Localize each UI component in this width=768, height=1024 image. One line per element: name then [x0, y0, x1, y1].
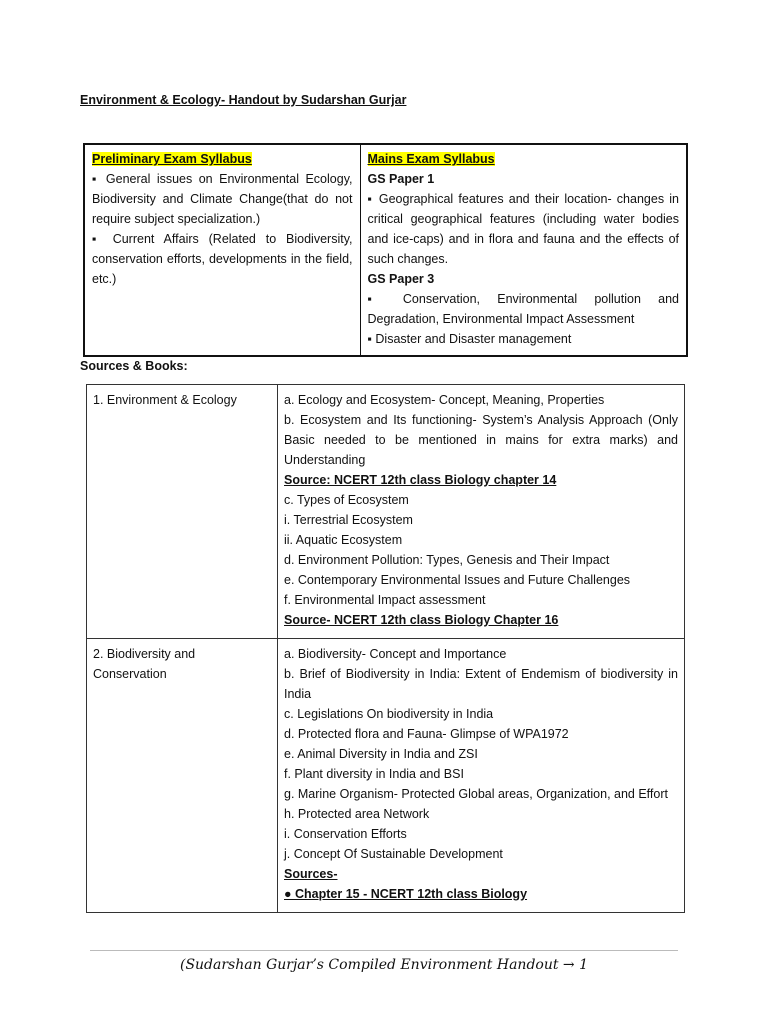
detail-line: b. Ecosystem and Its functioning- System’s Analysis Approach (Only Basic needed to be mentioned in mains for extra marks) and Understanding: [284, 413, 678, 467]
footer-divider: [90, 950, 678, 951]
gs-paper-1-label: GS Paper 1: [367, 172, 435, 186]
gs-paper-3-label: GS Paper 3: [367, 272, 435, 286]
detail-line: h. Protected area Network: [284, 807, 430, 821]
detail-line: c. Types of Ecosystem: [284, 493, 409, 507]
detail-line: ii. Aquatic Ecosystem: [284, 533, 403, 547]
sources-table: [86, 384, 685, 913]
mains-item: ▪ Conservation, Environmental pollution and Degradation, Environmental Impact Assessment: [367, 292, 679, 326]
syllabus-row: [84, 144, 687, 356]
sources-heading: Sources & Books:: [80, 359, 188, 373]
detail-line: g. Marine Organism- Protected Global areas, Organization, and Effort: [284, 787, 668, 801]
topic-details: [278, 385, 685, 639]
mains-cell: [360, 144, 687, 356]
detail-line: j. Concept Of Sustainable Development: [284, 847, 503, 861]
table-row: [87, 639, 685, 913]
topic-cell: 1. Environment & Ecology: [87, 385, 278, 639]
detail-line: b. Brief of Biodiversity in India: Extent of Endemism of biodiversity in India: [284, 667, 678, 701]
page-footer: (Sudarshan Gurjar’s Compiled Environment Handout → 1: [179, 957, 589, 973]
document-title: Environment & Ecology- Handout by Sudarshan Gurjar: [80, 93, 407, 107]
topic-details: [278, 639, 685, 913]
mains-item: ▪ Geographical features and their location- changes in critical geographical features (including water bodies and ice-caps) and in flora and fauna and the effects of such changes.: [367, 192, 679, 266]
prelims-item: ▪ Current Affairs (Related to Biodiversity, conservation efforts, developments in the field, etc.): [92, 232, 353, 286]
mains-item: ▪ Disaster and Disaster management: [367, 332, 572, 346]
source-line: Source: NCERT 12th class Biology chapter 14: [284, 473, 557, 487]
source-line: Source- NCERT 12th class Biology Chapter 16: [284, 613, 559, 627]
prelims-heading: Preliminary Exam Syllabus: [92, 152, 252, 166]
source-line: ● Chapter 15 - NCERT 12th class Biology: [284, 887, 528, 901]
prelims-cell: [84, 144, 360, 356]
topic-cell: 2. Biodiversity and Conservation: [87, 639, 278, 913]
detail-line: i. Conservation Efforts: [284, 827, 407, 841]
detail-line: a. Biodiversity- Concept and Importance: [284, 647, 507, 661]
detail-line: c. Legislations On biodiversity in India: [284, 707, 494, 721]
detail-line: a. Ecology and Ecosystem- Concept, Meaning, Properties: [284, 393, 605, 407]
detail-line: d. Environment Pollution: Types, Genesis and Their Impact: [284, 553, 610, 567]
detail-line: e. Animal Diversity in India and ZSI: [284, 747, 478, 761]
table-row: [87, 385, 685, 639]
prelims-item: ▪ General issues on Environmental Ecology, Biodiversity and Climate Change(that do not require subject specialization.): [92, 172, 353, 226]
mains-heading: Mains Exam Syllabus: [367, 152, 495, 166]
detail-line: f. Environmental Impact assessment: [284, 593, 486, 607]
source-line: Sources-: [284, 867, 338, 881]
syllabus-table: [83, 143, 688, 357]
detail-line: d. Protected flora and Fauna- Glimpse of WPA1972: [284, 727, 569, 741]
detail-line: f. Plant diversity in India and BSI: [284, 767, 464, 781]
detail-line: i. Terrestrial Ecosystem: [284, 513, 413, 527]
detail-line: e. Contemporary Environmental Issues and Future Challenges: [284, 573, 631, 587]
